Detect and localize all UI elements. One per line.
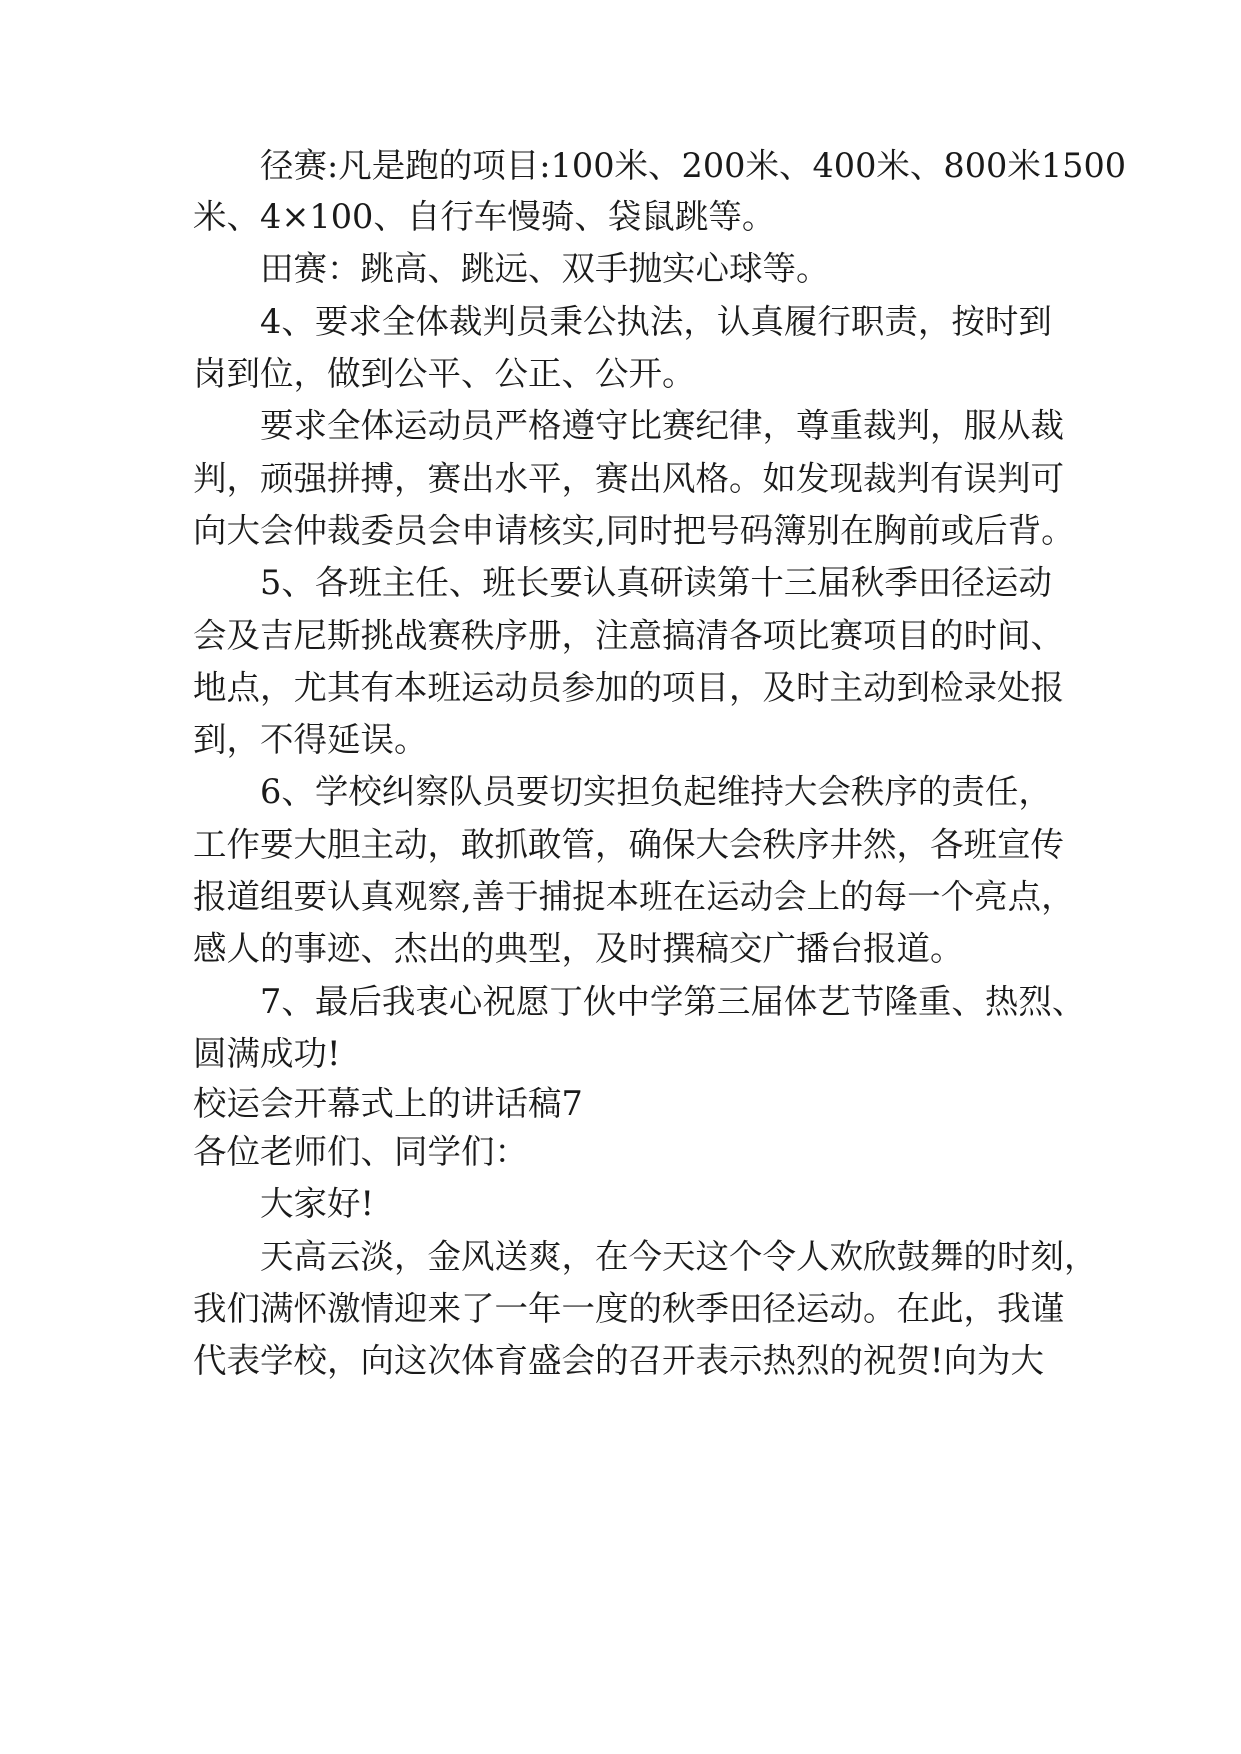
paragraph-line: 米、4×100、自行车慢骑、袋鼠跳等。 [193,197,776,236]
greeting-line: 大家好! [260,1184,374,1223]
paragraph-line: 感人的事迹、杰出的典型，及时撰稿交广播台报道。 [193,929,964,968]
paragraph-line: 报道组要认真观察,善于捕捉本班在运动会上的每一个亮点， [193,877,1075,916]
paragraph-line: 地点，尤其有本班运动员参加的项目，及时主动到检录处报 [193,668,1064,707]
paragraph-line: 岗到位，做到公平、公正、公开。 [193,354,696,393]
paragraph-line: 田赛：跳高、跳远、双手抛实心球等。 [260,249,830,288]
paragraph-line: 要求全体运动员严格遵守比赛纪律，尊重裁判，服从裁 [260,406,1064,445]
paragraph-line: 6、学校纠察队员要切实担负起维持大会秩序的责任， [260,772,1052,811]
salutation-line: 各位老师们、同学们： [193,1132,528,1171]
paragraph-line: 4、要求全体裁判员秉公执法，认真履行职责，按时到 [260,302,1052,341]
paragraph-line: 判，顽强拼搏，赛出水平，赛出风格。如发现裁判有误判可 [193,459,1064,498]
paragraph-line: 径赛:凡是跑的项目:100米、200米、400米、800米1500 [260,146,1127,185]
paragraph-line: 我们满怀激情迎来了一年一度的秋季田径运动。在此，我谨 [193,1289,1064,1328]
paragraph-line: 天高云淡，金风送爽，在今天这个令人欢欣鼓舞的时刻， [260,1237,1098,1276]
paragraph-line: 5、各班主任、班长要认真研读第十三届秋季田径运动 [260,563,1052,602]
paragraph-line: 工作要大胆主动，敢抓敢管，确保大会秩序井然，各班宣传 [193,825,1064,864]
paragraph-line: 到，不得延误。 [193,720,428,759]
paragraph-line: 向大会仲裁委员会申请核实,同时把号码簿别在胸前或后背。 [193,511,1075,550]
section-heading: 校运会开幕式上的讲话稿7 [193,1084,583,1123]
paragraph-line: 会及吉尼斯挑战赛秩序册，注意搞清各项比赛项目的时间、 [193,616,1064,655]
paragraph-line: 7、最后我衷心祝愿丁伙中学第三届体艺节隆重、热烈、 [260,982,1086,1021]
paragraph-line: 圆满成功! [193,1034,341,1073]
paragraph-line: 代表学校，向这次体育盛会的召开表示热烈的祝贺!向为大 [193,1341,1044,1380]
